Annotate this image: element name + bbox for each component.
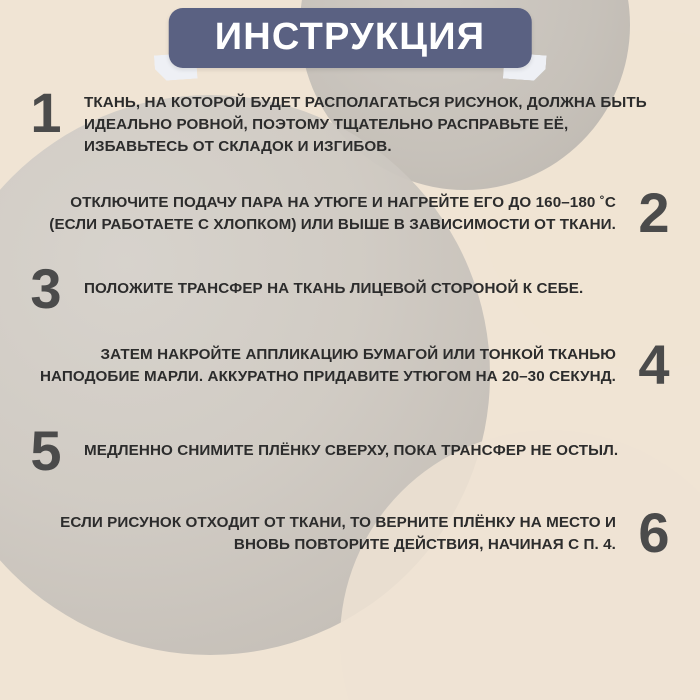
step-text: ОТКЛЮЧИТЕ ПОДАЧУ ПАРА НА УТЮГЕ И НАГРЕЙТЕ ЕГО ДО 160–180 ˚С (ЕСЛИ РАБОТАЕТЕ С ХЛОПКОМ) ИЛИ ВЫШЕ В ЗАВИСИМОСТИ ОТ ТКАНИ. xyxy=(49,194,616,234)
step-text: ЗАТЕМ НАКРОЙТЕ АППЛИКАЦИЮ БУМАГОЙ ИЛИ ТОНКОЙ ТКАНЬЮ НАПОДОБИЕ МАРЛИ. АККУРАТНО ПРИДАВИТЕ УТЮГОМ НА 20–30 СЕКУНД. xyxy=(39,346,616,386)
ribbon-shape xyxy=(169,8,532,68)
list-item xyxy=(24,181,676,245)
step-number: 1 xyxy=(30,81,62,144)
step-text: ЕСЛИ РИСУНОК ОТХОДИТ ОТ ТКАНИ, ТО ВЕРНИТЕ ПЛЁНКУ НА МЕСТО И ВНОВЬ ПОВТОРИТЕ ДЕЙСТВИЯ, НАЧИНАЯ С П. 4. xyxy=(60,514,616,554)
step-number: 3 xyxy=(30,257,62,321)
step-text: ТКАНЬ, НА КОТОРОЙ БУДЕТ РАСПОЛАГАТЬСЯ РИСУНОК, ДОЛЖНА БЫТЬ ИДЕАЛЬНО РОВНОЙ, ПОЭТОМУ ТЩАТЕЛЬНО РАСПРАВЬТЕ ЕЁ, ИЗБАВЬТЕСЬ ОТ СКЛАДОК И ИЗГИБОВ. xyxy=(84,94,647,156)
step-number: 4 xyxy=(638,333,670,397)
header-banner xyxy=(169,8,532,68)
step-number: 6 xyxy=(638,501,670,565)
step-number: 2 xyxy=(638,181,670,245)
step-text: ПОЛОЖИТЕ ТРАНСФЕР НА ТКАНЬ ЛИЦЕВОЙ СТОРОНОЙ К СЕБЕ. xyxy=(84,280,584,298)
list-item xyxy=(24,419,676,483)
list-item xyxy=(24,81,676,158)
list-item xyxy=(24,333,676,397)
list-item xyxy=(24,501,676,565)
list-item xyxy=(24,257,676,321)
page-title: ИНСТРУКЦИЯ xyxy=(214,16,486,58)
step-number: 5 xyxy=(30,419,62,483)
step-text: МЕДЛЕННО СНИМИТЕ ПЛЁНКУ СВЕРХУ, ПОКА ТРАНСФЕР НЕ ОСТЫЛ. xyxy=(84,442,619,460)
